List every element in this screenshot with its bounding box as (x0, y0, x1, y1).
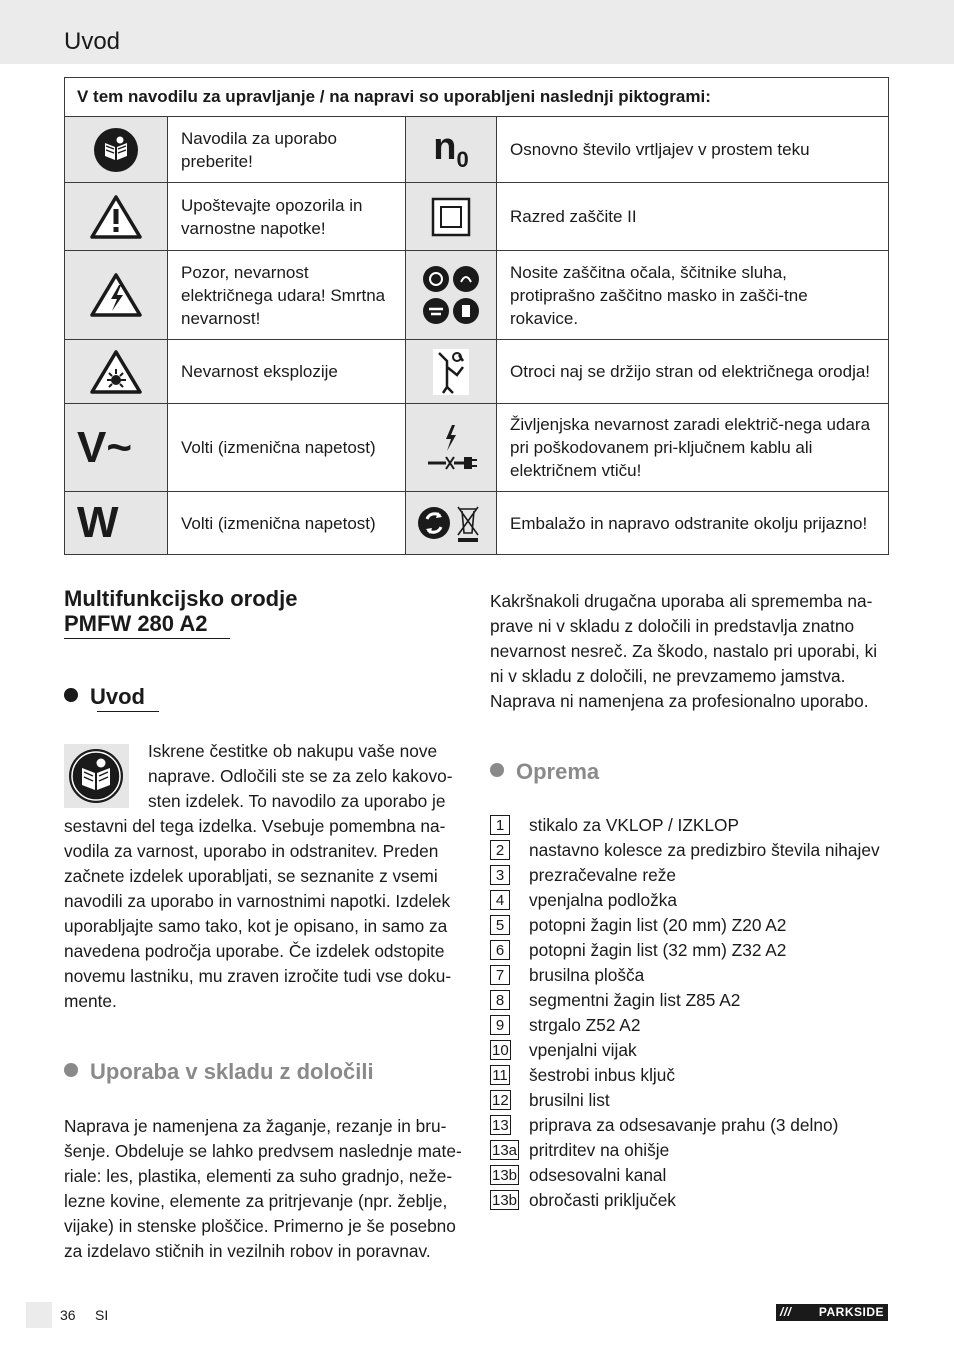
part-number: 13a (492, 1142, 518, 1159)
list-item (490, 838, 900, 863)
list-item (490, 1163, 900, 1188)
part-label: potopni žagin list (20 mm) Z20 A2 (529, 915, 787, 935)
text-line: sten izdelek. To navodilo za uporabo je (148, 791, 446, 811)
page-number: 36 (60, 1307, 76, 1323)
text-line: Iskrene čestitke ob nakupu vaše nove (148, 741, 438, 761)
part-label: segmentni žagin list Z85 A2 (529, 990, 741, 1010)
damaged-cable-hazard-icon (406, 404, 497, 492)
pictogram-text: Življenjska nevarnost zaradi električ-nega udara pri poškodovanem pri-ključnem kablu ali električnem vtiču! (497, 404, 889, 492)
pictogram-text: Pozor, nevarnost električnega udara! Smrtna nevarnost! (168, 251, 406, 340)
text-line: riale: les, plastika, elementi za suho gradnjo, neže- (64, 1166, 453, 1186)
text-line: Naprava ni namenjena za profesionalno uporabo. (490, 691, 869, 711)
part-number: 10 (492, 1042, 509, 1059)
text-line: za izdelavo stičnih in vezilnih robov in poravnav. (64, 1241, 431, 1261)
part-label: brusilna plošča (529, 965, 645, 985)
text-line: novemu lastniku, mu zraven izročite tudi vse doku- (64, 966, 452, 986)
list-item (490, 1188, 900, 1213)
part-label: nastavno kolesce za predizbiro števila nihajev (529, 840, 880, 860)
part-label: strgalo Z52 A2 (529, 1015, 641, 1035)
text-line: navedena področja uporabe. Če izdelek odstopite (64, 941, 445, 961)
list-item (490, 1088, 900, 1113)
list-item (490, 913, 900, 938)
part-label: obročasti priključek (529, 1190, 676, 1210)
recycling-icon (406, 492, 497, 555)
list-item (490, 938, 900, 963)
section-heading-intro-text: Uvod (90, 684, 145, 709)
pictogram-text: Upoštevajte opozorila in varnostne napotke! (168, 183, 406, 251)
text-line: naprave. Odločili ste se za zelo kakovo- (148, 766, 453, 786)
part-number: 13b (492, 1167, 518, 1184)
section-heading-equipment (490, 759, 599, 785)
text-line: začnete izdelek uporabljati, se seznanite z vsemi (64, 866, 438, 886)
brand-logo (776, 1304, 888, 1321)
product-title-line2: PMFW 280 A2 (64, 611, 208, 636)
list-item (490, 1013, 900, 1038)
part-label: prezračevalne reže (529, 865, 676, 885)
list-item (490, 1038, 900, 1063)
keep-children-away-icon (406, 340, 497, 404)
part-number: 6 (490, 940, 510, 960)
list-item (490, 813, 900, 838)
part-label: stikalo za VKLOP / IZKLOP (529, 815, 740, 835)
part-label: brusilni list (529, 1090, 610, 1110)
pictogram-text: Nosite zaščitna očala, ščitnike sluha, protiprašno zaščitno masko in zašči-tne rokavice. (497, 251, 889, 340)
text-line: lezne kovine, elemente za pritrjevanje (npr. žeblje, (64, 1191, 448, 1211)
list-item (490, 888, 900, 913)
part-label: priprava za odsesavanje prahu (3 delno) (529, 1115, 839, 1135)
watt-symbol: W (77, 498, 119, 547)
section-heading-intro (64, 684, 145, 710)
intended-use-paragraph (64, 1114, 462, 1264)
part-number: 13b (492, 1192, 518, 1209)
watt-icon (65, 492, 168, 555)
page-title: Uvod (64, 28, 121, 55)
intro-paragraph (64, 814, 451, 1014)
pictogram-text: Razred zaščite II (497, 183, 889, 251)
pictogram-text: Osnovno število vrtljajev v prostem teku (497, 117, 889, 183)
part-label: pritrditev na ohišje (529, 1140, 670, 1160)
bullet-icon (490, 763, 504, 777)
list-item (490, 1138, 900, 1163)
section-heading-underline (97, 711, 159, 712)
list-item (490, 1113, 900, 1138)
part-number: 3 (490, 865, 510, 885)
part-number: 12 (492, 1092, 509, 1109)
text-line: navodili za uporabo in varnostnimi napotki. Izdelek (64, 891, 451, 911)
text-line: prave ni v skladu z določili in predstavlja znatno (490, 616, 855, 636)
text-line: nevarnost nesreč. Za škodo, nastalo pri uporabi, ki (490, 641, 878, 661)
pictogram-text: Otroci naj se držijo stran od električnega orodja! (497, 340, 889, 404)
list-item (490, 863, 900, 888)
section-heading-intended-use-text: Uporaba v skladu z določili (90, 1059, 374, 1084)
list-item (490, 963, 900, 988)
part-number: 2 (490, 840, 510, 860)
text-line: vijake) in stenske ploščice. Primerno je še posebno (64, 1216, 456, 1236)
section-heading-intended-use (64, 1059, 374, 1085)
intro-paragraph-top (148, 739, 453, 814)
read-manual-icon (64, 744, 129, 808)
part-number: 8 (490, 990, 510, 1010)
part-number: 7 (490, 965, 510, 985)
list-item (490, 988, 900, 1013)
section-heading-equipment-text: Oprema (516, 759, 600, 784)
part-number: 5 (490, 915, 510, 935)
text-line: vodila za varnost, uporabo in odstranitev. Preden (64, 841, 439, 861)
part-number: 11 (490, 1065, 510, 1085)
part-number: 4 (490, 890, 510, 910)
pictogram-text: Volti (izmenična napetost) (168, 404, 406, 492)
pictogram-table (64, 77, 889, 555)
text-line: šenje. Obdeluje se lahko predvsem naslednje mate- (64, 1141, 462, 1161)
no-load-speed-symbol: n (433, 126, 457, 168)
no-load-speed-subscript: 0 (456, 147, 469, 172)
volts-ac-icon (65, 404, 168, 492)
part-label: šestrobi inbus ključ (529, 1065, 675, 1085)
header-band (0, 0, 954, 64)
protection-class-ii-icon (406, 183, 497, 251)
brand-logo-text: PARKSIDE (818, 1305, 884, 1319)
explosion-warning-icon (65, 340, 168, 404)
warning-icon (65, 183, 168, 251)
part-label: potopni žagin list (32 mm) Z32 A2 (529, 940, 787, 960)
pictogram-text: Navodila za uporabo preberite! (168, 117, 406, 183)
other-use-paragraph (490, 589, 877, 714)
pictogram-text: Nevarnost eksplozije (168, 340, 406, 404)
no-load-speed-icon (406, 117, 497, 183)
bullet-icon (64, 1063, 78, 1077)
read-manual-icon (65, 117, 168, 183)
text-line: sestavni del tega izdelka. Vsebuje pomembna na- (64, 816, 446, 836)
brand-logo-mark: /// (780, 1305, 792, 1319)
electric-shock-warning-icon (65, 251, 168, 340)
text-line: Kakršnakoli drugačna uporaba ali sprememba na- (490, 591, 873, 611)
text-line: uporabljajte samo tako, kot je opisano, in samo za (64, 916, 448, 936)
pictogram-text: Volti (izmenična napetost) (168, 492, 406, 555)
part-number: 1 (490, 815, 510, 835)
product-title-underline (64, 638, 230, 639)
part-number: 13 (492, 1117, 509, 1134)
product-title-line1: Multifunkcijsko orodje (64, 586, 298, 611)
equipment-list (490, 813, 900, 1213)
product-title (64, 586, 297, 636)
pictogram-text: Embalažo in napravo odstranite okolju prijazno! (497, 492, 889, 555)
volts-ac-symbol: V~ (77, 422, 133, 472)
list-item (490, 1063, 900, 1088)
part-label: odsesovalni kanal (529, 1165, 667, 1185)
protective-equipment-icon (406, 251, 497, 340)
text-line: mente. (64, 991, 117, 1011)
part-label: vpenjalni vijak (529, 1040, 637, 1060)
part-number: 9 (490, 1015, 510, 1035)
text-line: Naprava je namenjena za žaganje, rezanje in bru- (64, 1116, 447, 1136)
text-line: ni v skladu z določili, ne prevzamemo jamstva. (490, 666, 846, 686)
language-code: SI (95, 1307, 109, 1323)
footer-marker (26, 1302, 52, 1328)
pictogram-table-heading: V tem navodilu za upravljanje / na napravi so uporabljeni naslednji piktogrami: (65, 78, 889, 117)
bullet-icon (64, 688, 78, 702)
part-label: vpenjalna podložka (529, 890, 677, 910)
